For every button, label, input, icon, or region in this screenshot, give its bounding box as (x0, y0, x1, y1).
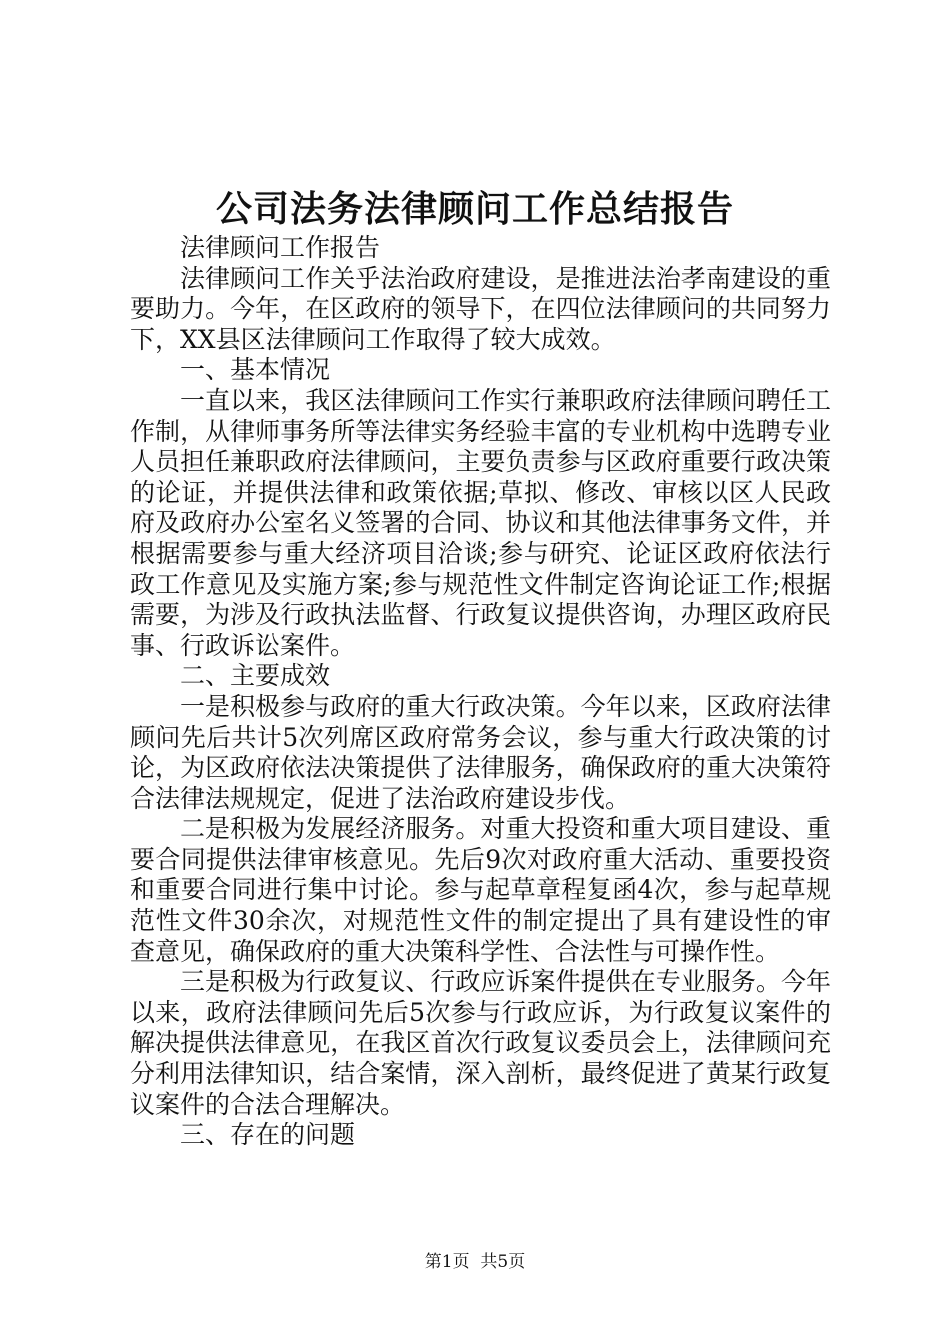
result-paragraph-3: 三是积极为行政复议、行政应诉案件提供在专业服务。今年以来，政府法律顾问先后5次参与行政应诉，为行政复议案件的解决提供法律意见，在我区首次行政复议委员会上，法律顾问充分利用法律知识，结合案情，深入剖析，最终促进了黄某行政复议案件的合法合理解决。 (130, 967, 831, 1119)
result-paragraph-1: 一是积极参与政府的重大行政决策。今年以来，区政府法律顾问先后共计5次列席区政府常务会议，参与重大行政决策的讨论，为区政府依法决策提供了法律服务，确保政府的重大决策符合法律法规规定，促进了法治政府建设步伐。 (130, 691, 831, 813)
document-body (130, 233, 831, 1151)
page-number-footer: 第1页 共5页 (424, 1252, 526, 1272)
result-paragraph-2: 二是积极为发展经济服务。对重大投资和重大项目建设、重要合同提供法律审核意见。先后9次对政府重大活动、重要投资和重要合同进行集中讨论。参与起草章程复函4次，参与起草规范性文件30余次，对规范性文件的制定提出了具有建设性的审查意见，确保政府的重大决策科学性、合法性与可操作性。 (130, 814, 831, 966)
section-heading-main-results: 二、主要成效 (180, 661, 331, 691)
document-subtitle: 法律顾问工作报告 (180, 233, 381, 262)
document-title: 公司法务法律顾问工作总结报告 (215, 188, 734, 230)
basic-situation-paragraph: 一直以来，我区法律顾问工作实行兼职政府法律顾问聘任工作制，从律师事务所等法律实务经验丰富的专业机构中选聘专业人员担任兼职政府法律顾问，主要负责参与区政府重要行政决策的论证，并提供法律和政策依据;草拟、修改、审核以区人民政府及政府办公室名义签署的合同、协议和其他法律事务文件，并根据需要参与重大经济项目洽谈;参与研究、论证区政府依法行政工作意见及实施方案;参与规范性文件制定咨询论证工作;根据需要，为涉及行政执法监督、行政复议提供咨询，办理区政府民事、行政诉讼案件。 (130, 385, 831, 660)
section-heading-basic-situation: 一、基本情况 (180, 355, 331, 385)
intro-paragraph: 法律顾问工作关乎法治政府建设，是推进法治孝南建设的重要助力。今年，在区政府的领导下，在四位法律顾问的共同努力下，XX县区法律顾问工作取得了较大成效。 (130, 263, 831, 354)
section-heading-problems: 三、存在的问题 (180, 1120, 356, 1150)
